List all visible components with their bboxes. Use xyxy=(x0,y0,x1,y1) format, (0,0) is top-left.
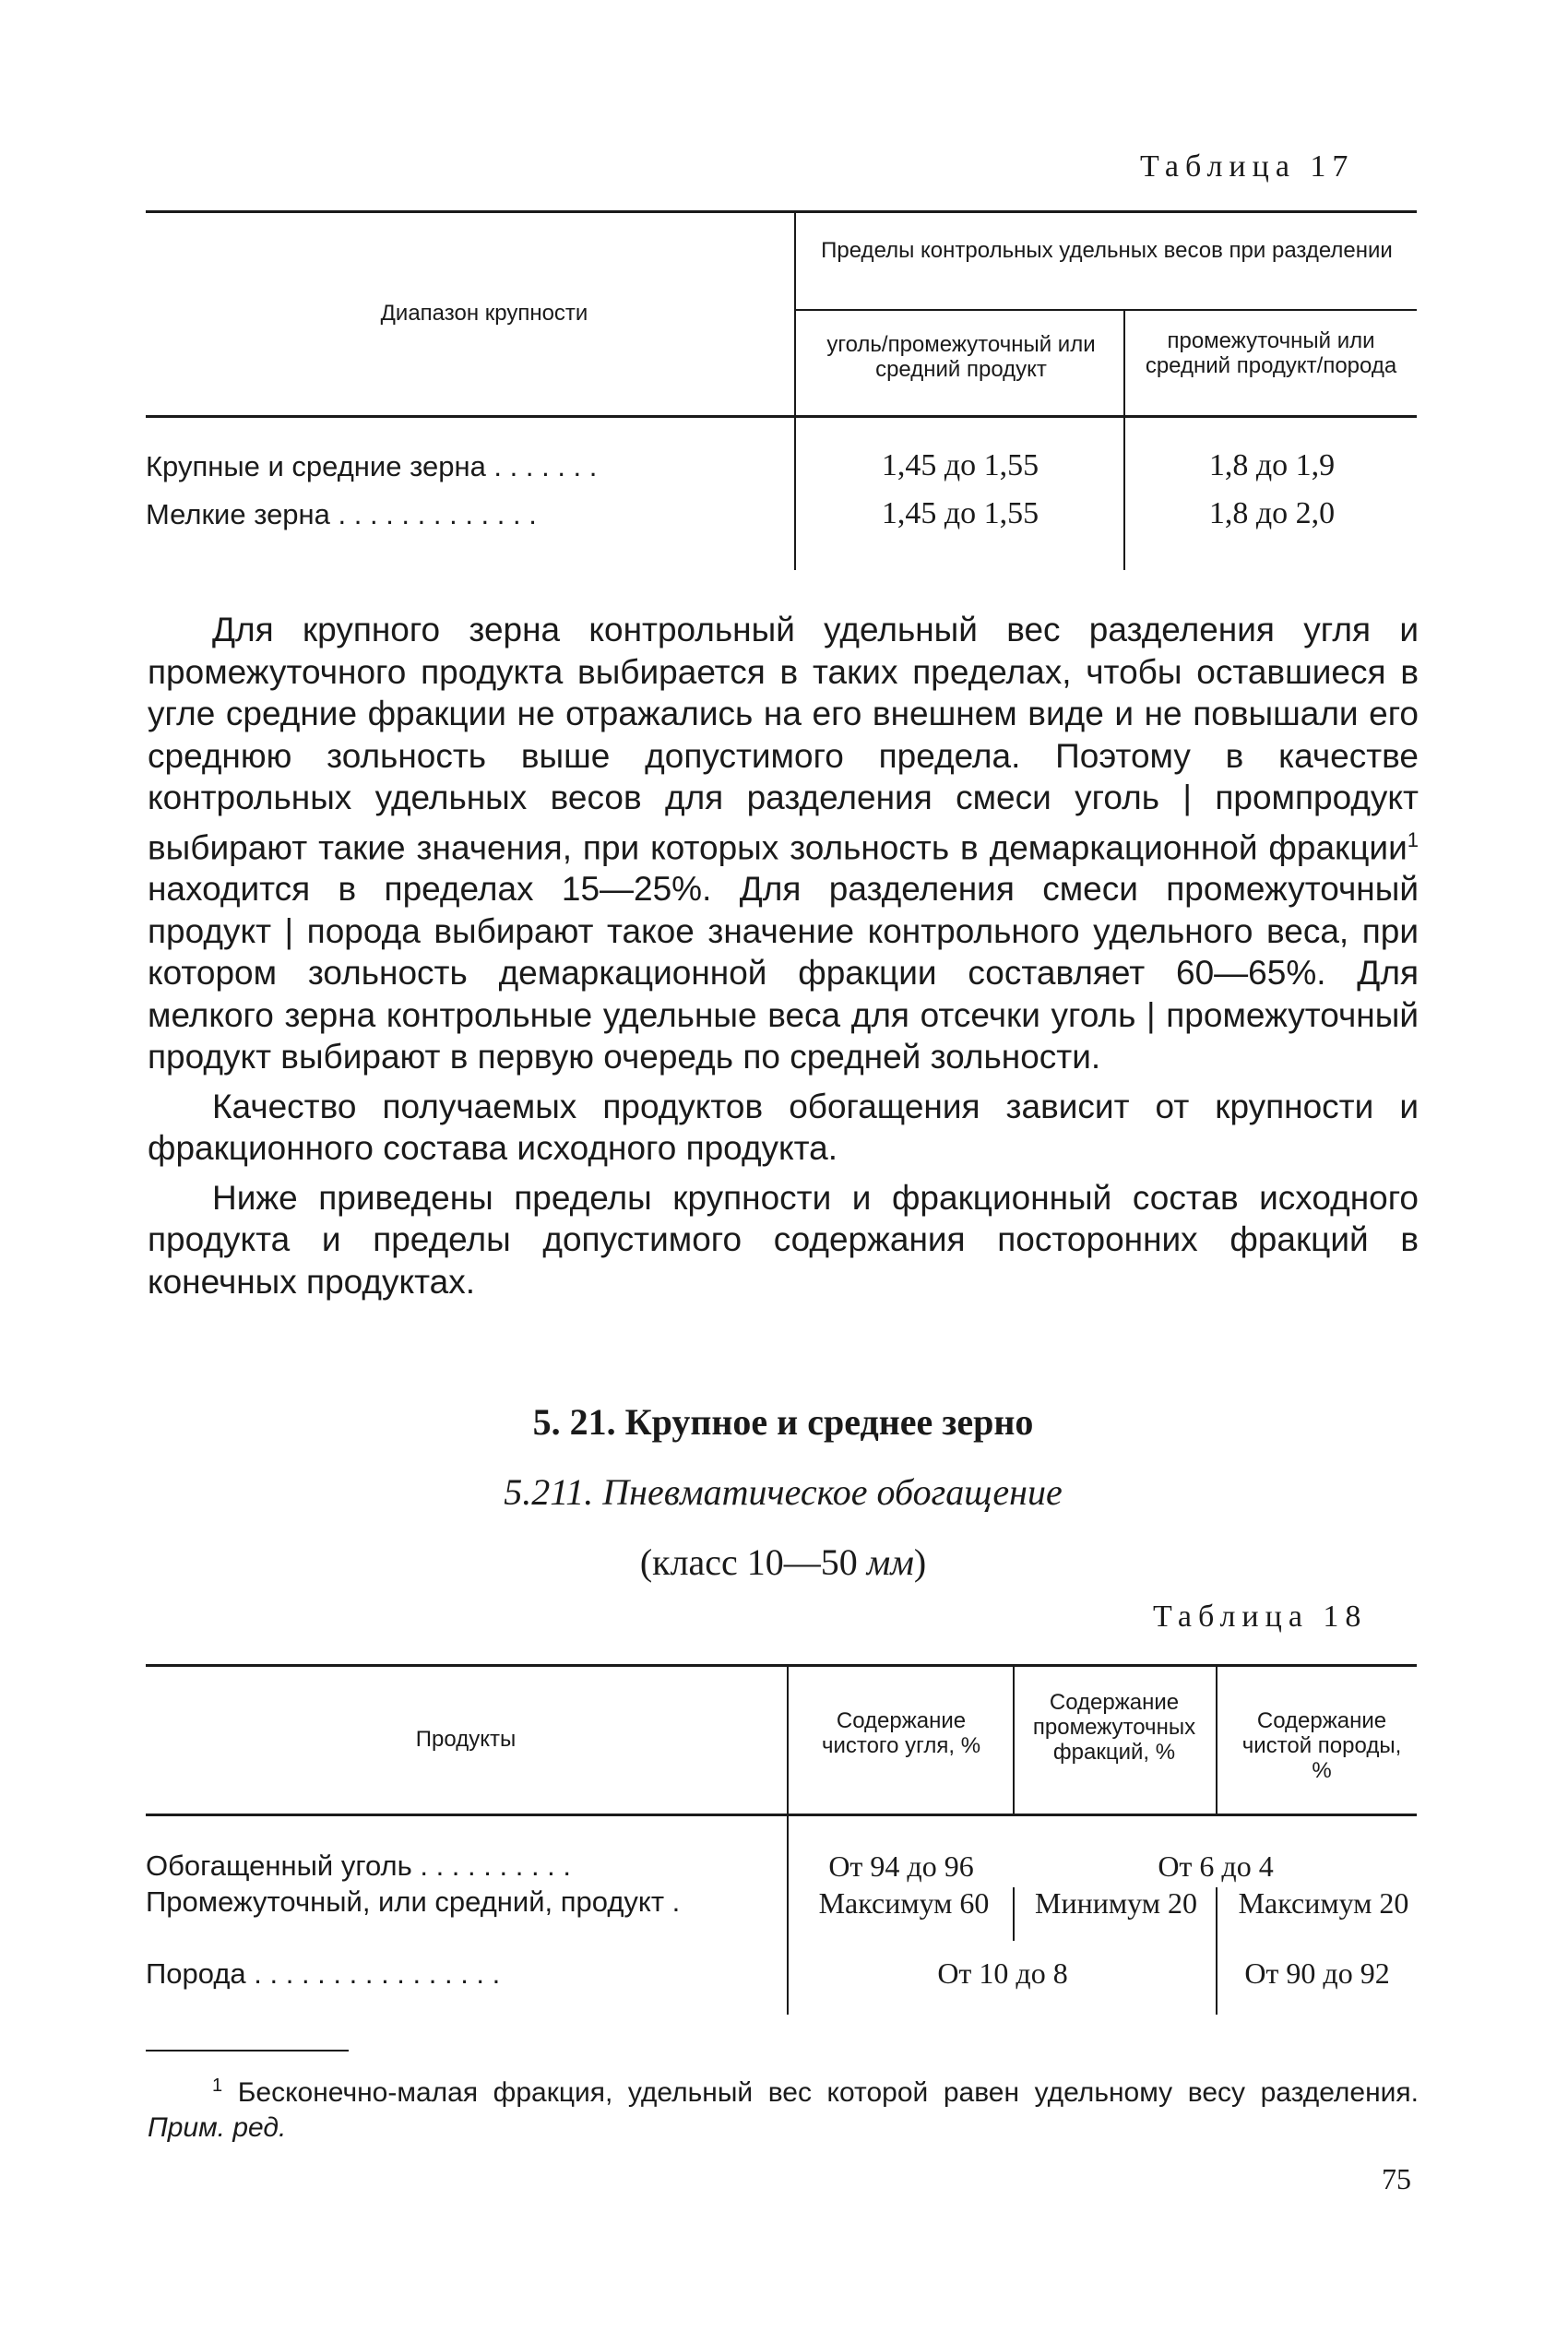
table18-row2-col1: Максимум 60 xyxy=(818,1886,990,1920)
footnote-note: Прим. ред. xyxy=(148,2112,287,2143)
table18-header-col2: Содержание промежуточных фракций, % xyxy=(1032,1690,1196,1765)
table18-vrule-2a xyxy=(1013,1664,1015,1814)
paragraph-2: Качество получаемых продуктов обогащения зависит от крупности и фракционного состава исходного продукта. xyxy=(148,1087,1419,1168)
table17-row2-label: Мелкие зерна . . . . . . . . . . . . . xyxy=(146,498,537,530)
table17-row1-col1: 1,45 до 1,55 xyxy=(881,448,1039,482)
class-range-text: (класс 10—50 xyxy=(639,1541,867,1583)
table18-row3-col12: От 10 до 8 xyxy=(937,1956,1068,1990)
table17-header-group: Пределы контрольных удельных весов при разделении xyxy=(821,238,1393,263)
footnote-text: Бесконечно-малая фракция, удельный вес которой равен удельному весу разделения. xyxy=(237,2077,1419,2108)
table17-top-rule xyxy=(146,210,1417,213)
footnote-ref: 1 xyxy=(1407,827,1419,851)
table17-row1-label: Крупные и средние зерна . . . . . . . xyxy=(146,450,598,482)
table18-vrule-3b xyxy=(1216,1887,1218,2015)
section-heading: 5. 21. Крупное и среднее зерно xyxy=(532,1401,1034,1443)
table17-group-rule xyxy=(796,309,1417,311)
table18-row3-col3: От 90 до 92 xyxy=(1244,1956,1390,1990)
table18-top-rule xyxy=(146,1664,1417,1667)
table17-header-col2: промежуточный или средний продукт/порода xyxy=(1145,328,1397,378)
class-range xyxy=(148,1540,1419,1584)
table18-row3-label: Порода . . . . . . . . . . . . . . . . xyxy=(146,1957,501,1990)
table18-caption: Таблица 18 xyxy=(1153,1600,1368,1634)
section-subheading: 5.211. Пневматическое обогащение xyxy=(504,1471,1063,1513)
footnote-separator xyxy=(146,2050,349,2052)
table18-row1-label: Обогащенный уголь . . . . . . . . . . xyxy=(146,1849,572,1882)
table17-row1-col2: 1,8 до 1,9 xyxy=(1208,448,1336,482)
table18-vrule-1 xyxy=(787,1664,789,2015)
paragraph-3: Ниже приведены пределы крупности и фракционный состав исходного продукта и пределы допустимого содержания посторонних фракций в конечных продуктах. xyxy=(148,1178,1419,1301)
table18-vrule-3a xyxy=(1216,1664,1218,1814)
class-range-unit: мм xyxy=(866,1541,914,1583)
footnote xyxy=(148,2068,1419,2146)
table18-header-col3: Содержание чистой породы, % xyxy=(1241,1708,1402,1783)
table17-row2-col1: 1,45 до 1,55 xyxy=(881,496,1039,530)
table17-caption: Таблица 17 xyxy=(1140,149,1355,184)
table17-row2-col2: 1,8 до 2,0 xyxy=(1208,496,1336,530)
table18-row1-col1: От 94 до 96 xyxy=(828,1849,974,1883)
table18-header-rule xyxy=(146,1814,1417,1816)
class-range-close: ) xyxy=(913,1541,927,1583)
table18-row2-label: Промежуточный, или средний, продукт . xyxy=(146,1885,681,1918)
page-number: 75 xyxy=(1382,2162,1411,2195)
paragraph-1 xyxy=(148,609,1419,1078)
table17-header-col1: уголь/промежуточный или средний продукт xyxy=(826,332,1096,382)
body-text xyxy=(148,609,1419,1302)
paragraph-1-tail: находится в пределах 15—25%. Для разделения смеси промежуточный продукт | порода выбирают такое значение контрольного удельного веса, при котором зольность демаркационной фракции составляет 60—65%. Для мелкого зерна контрольные удельные веса для отсечки уголь | промежуточный продукт выбирают в первую очередь по средней зольности. xyxy=(148,870,1419,1076)
table18-header-products: Продукты xyxy=(415,1727,517,1752)
table18-row1-col23: От 6 до 4 xyxy=(1158,1849,1274,1883)
table17-header-rule xyxy=(146,415,1417,418)
table18-row2-col3: Максимум 20 xyxy=(1238,1886,1409,1920)
table17-vrule-1 xyxy=(794,210,796,570)
footnote-marker: 1 xyxy=(212,2075,223,2096)
table18-vrule-2b xyxy=(1013,1887,1015,1941)
paragraph-1-text: Для крупного зерна контрольный удельный вес разделения угля и промежуточного продукта выбирается в таких пределах, чтобы оставшиеся в угле средние фракции не отражались на его внешнем виде и не повышали его среднюю зольность выше допустимого предела. Поэтому в качестве контрольных удельных весов для разделения смеси уголь | промпродукт выбирают такие значения, при которых зольность в демаркационной фракции xyxy=(148,611,1419,866)
table17-vrule-2 xyxy=(1123,311,1125,570)
table17-header-range: Диапазон крупности xyxy=(380,301,588,326)
table18-row2-col2: Минимум 20 xyxy=(1035,1886,1197,1920)
table18-header-col1: Содержание чистого угля, % xyxy=(821,1708,981,1758)
